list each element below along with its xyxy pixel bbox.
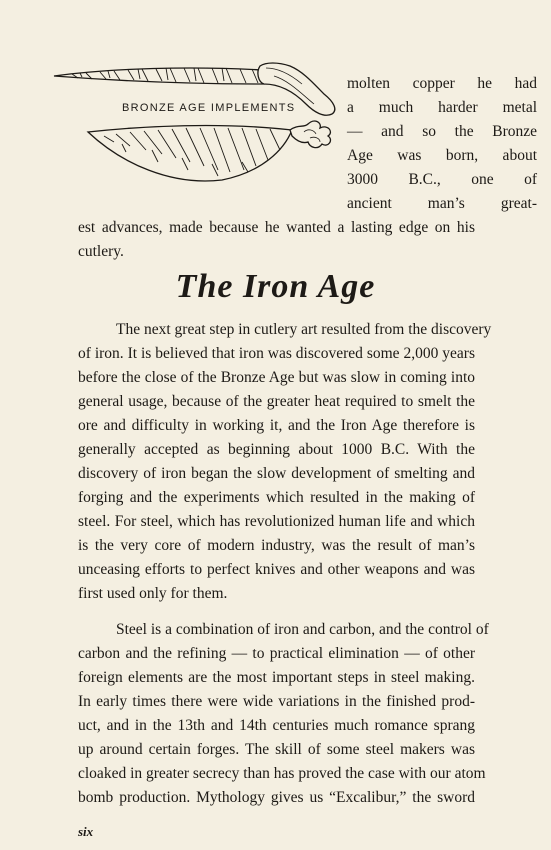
paragraph-line: The next great step in cutlery art resulted from the discovery <box>116 321 492 338</box>
paragraph-line: ore and difficulty in working it, and the Iron Age therefore is <box>78 417 475 434</box>
paragraph-line: uct, and in the 13th and 14th centuries much romance sprang <box>78 717 475 734</box>
paragraph-line: is the very core of modern industry, was the result of man’s <box>78 537 475 554</box>
paragraph-line: generally accepted as beginning about 1000 B.C. With the <box>78 441 475 458</box>
paragraph-line: carbon and the refining — to practical elimination — of other <box>78 645 475 662</box>
paragraph-line: of iron. It is believed that iron was discovered some 2,000 years <box>78 345 475 362</box>
paragraph-line: In early times there were wide variations in the finished prod- <box>78 693 475 710</box>
paragraph-line: bomb production. Mythology gives us “Excalibur,” the sword <box>78 789 475 806</box>
intro-line: est advances, made because he wanted a lasting edge on his <box>78 219 475 236</box>
intro-line: cutlery. <box>78 243 124 260</box>
paragraph-line: cloaked in greater secrecy than has proved the case with our atom <box>78 765 486 782</box>
paragraph-line: Steel is a combination of iron and carbon, and the control of <box>116 621 489 638</box>
paragraph-line: general usage, because of the greater heat required to smelt the <box>78 393 475 410</box>
paragraph-line: up around certain forges. The skill of some steel makers was <box>78 741 475 758</box>
paragraph-line: before the close of the Bronze Age but was slow in coming into <box>78 369 475 386</box>
intro-line: 3000 B.C., one of <box>347 171 537 188</box>
paragraph-line: steel. For steel, which has revolutionized human life and which <box>78 513 475 530</box>
intro-line: molten copper he had <box>347 75 537 92</box>
intro-line: Age was born, about <box>347 147 537 164</box>
intro-line: — and so the Bronze <box>347 123 537 140</box>
intro-line: a much harder metal <box>347 99 537 116</box>
page-number: six <box>78 824 94 839</box>
paragraph-line: forging and the experiments which resulted in the making of <box>78 489 475 506</box>
illustration-caption: BRONZE AGE IMPLEMENTS <box>122 102 296 114</box>
intro-line: ancient man’s great- <box>347 195 537 212</box>
paragraph-line: first used only for them. <box>78 585 228 602</box>
paragraph-line: discovery of iron began the slow development of smelting and <box>78 465 475 482</box>
section-heading: The Iron Age <box>175 268 376 305</box>
bronze-age-implements-illustration <box>52 54 342 214</box>
paragraph-line: unceasing efforts to perfect knives and other weapons and was <box>78 561 475 578</box>
paragraph-line: foreign elements are the most important steps in steel making. <box>78 669 475 686</box>
